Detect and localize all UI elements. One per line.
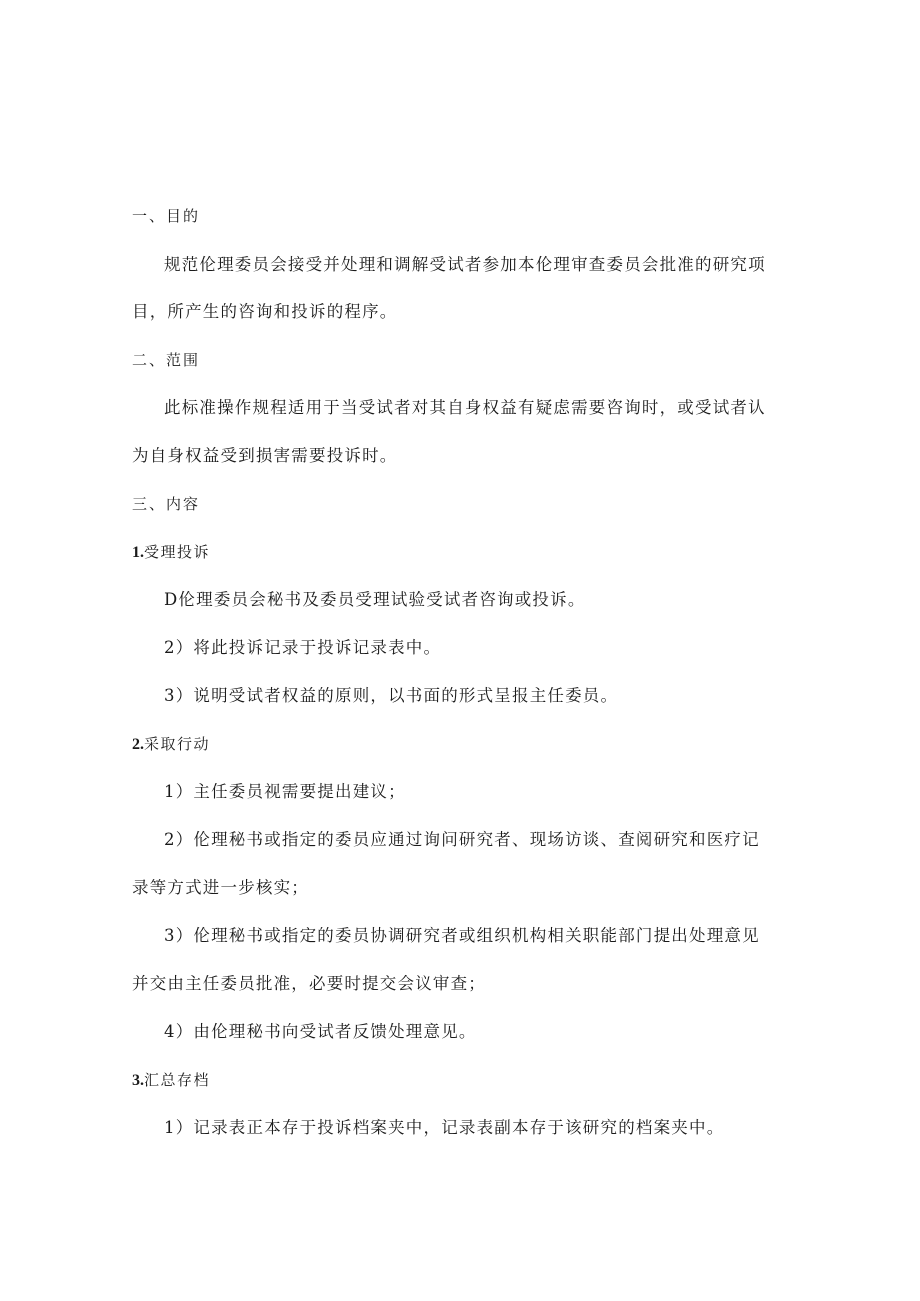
list-item: 4）由伦理秘书向受试者反馈处理意见。: [164, 1022, 477, 1041]
subheading-title: 受理投诉: [144, 543, 211, 561]
heading-scope: 二、范围: [132, 351, 201, 369]
subheading-title: 采取行动: [144, 735, 211, 753]
heading-purpose: 一、目的: [132, 207, 201, 225]
list-item-continuation: 录等方式进一步核实；: [132, 878, 309, 897]
list-item-continuation: 并交由主任委员批准，必要时提交会议审查；: [132, 974, 486, 993]
subheading-number: 3.: [132, 1072, 144, 1089]
list-item: D伦理委员会秘书及委员受理试验受试者咨询或投诉。: [164, 590, 586, 609]
paragraph-scope-line-2: 为自身权益受到损害需要投诉时。: [132, 446, 398, 465]
list-item: 3）说明受试者权益的原则，以书面的形式呈报主任委员。: [164, 686, 619, 705]
subheading-title: 汇总存档: [144, 1071, 211, 1089]
list-item: 2）将此投诉记录于投诉记录表中。: [164, 638, 442, 657]
subheading-accept-complaint: [132, 541, 210, 564]
list-item: 1）记录表正本存于投诉档案夹中，记录表副本存于该研究的档案夹中。: [164, 1118, 725, 1137]
paragraph-purpose-line-1: 规范伦理委员会接受并处理和调解受试者参加本伦理审查委员会批准的研究项: [164, 255, 766, 274]
list-item: 2）伦理秘书或指定的委员应通过询问研究者、现场访谈、查阅研究和医疗记: [164, 830, 760, 849]
paragraph-scope-line-1: 此标准操作规程适用于当受试者对其自身权益有疑虑需要咨询时，或受试者认: [164, 398, 766, 417]
subheading-take-action: [132, 733, 210, 756]
list-item: 3）伦理秘书或指定的委员协调研究者或组织机构相关职能部门提出处理意见: [164, 926, 760, 945]
subheading-number: 1.: [132, 544, 144, 561]
list-item: 1）主任委员视需要提出建议；: [164, 782, 406, 801]
subheading-archive: [132, 1069, 210, 1092]
paragraph-purpose-line-2: 目，所产生的咨询和投诉的程序。: [132, 302, 398, 321]
heading-content: 三、内容: [132, 495, 201, 513]
subheading-number: 2.: [132, 736, 144, 753]
